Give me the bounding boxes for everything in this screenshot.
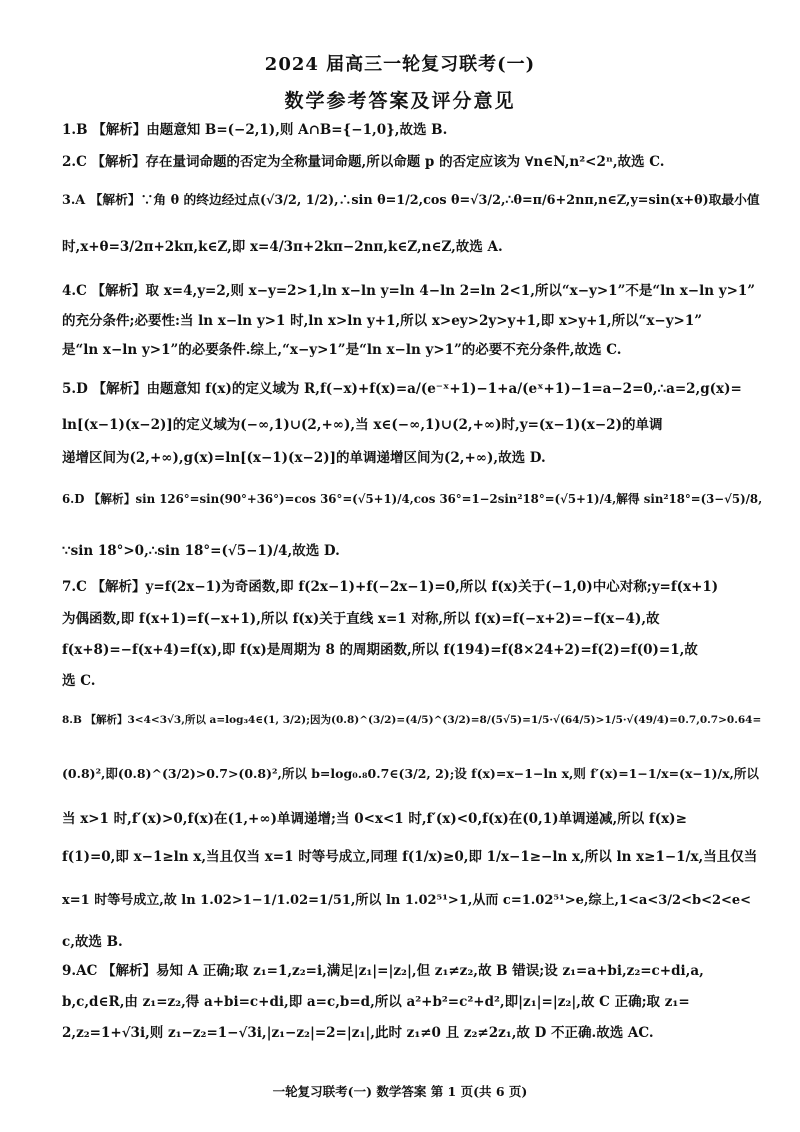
answer-line: 当 x>1 时,f′(x)>0,f(x)在(1,+∞)单调递增;当 0<x<1 时,f′(x)<0,f(x)在(0,1)单调递减,所以 f(x)≥ <box>62 811 687 827</box>
answer-line: 2,z₂=1+√3i,则 z₁−z₂=1−√3i,|z₁−z₂|=2=|z₁|,此时 z₁≠0 且 z₂≠2z₁,故 D 不正确.故选 AC. <box>62 1025 654 1041</box>
answer-line: ln[(x−1)(x−2)]的定义域为(−∞,1)∪(2,+∞),当 x∈(−∞,1)∪(2,+∞)时,y=(x−1)(x−2)的单调 <box>62 417 663 433</box>
answer-line: 2.C 【解析】存在量词命题的否定为全称量词命题,所以命题 p 的否定应该为 ∀n∈N,n²<2ⁿ,故选 C. <box>62 154 665 170</box>
answer-line: f(x+8)=−f(x+4)=f(x),即 f(x)是周期为 8 的周期函数,所以 f(194)=f(8×24+2)=f(2)=f(0)=1,故 <box>62 642 698 658</box>
answer-line: ∵sin 18°>0,∴sin 18°=(√5−1)/4,故选 D. <box>62 543 340 559</box>
answer-line: 递增区间为(2,+∞),g(x)=ln[(x−1)(x−2)]的单调递增区间为(2,+∞),故选 D. <box>62 450 546 466</box>
answer-line: 的充分条件;必要性:当 ln x−ln y>1 时,ln x>ln y+1,所以 x>ey>2y>y+1,即 x>y+1,所以“x−y>1” <box>62 313 703 329</box>
answer-line: f(1)=0,即 x−1≥ln x,当且仅当 x=1 时等号成立,同理 f(1/x)≥0,即 1/x−1≥−ln x,所以 ln x≥1−1/x,当且仅当 <box>62 849 758 865</box>
exam-title: 2024 届高三一轮复习联考(一) <box>264 54 536 75</box>
answer-line: 3.A 【解析】∵角 θ 的终边经过点(√3/2, 1/2),∴sin θ=1/2,cos θ=√3/2,∴θ=π/6+2nπ,n∈Z,y=sin(x+θ)取最小值 <box>62 193 760 208</box>
answer-line: 1.B 【解析】由题意知 B=(−2,1),则 A∩B={−1,0},故选 B. <box>62 122 448 138</box>
answer-line: 7.C 【解析】y=f(2x−1)为奇函数,即 f(2x−1)+f(−2x−1)=0,所以 f(x)关于(−1,0)中心对称;y=f(x+1) <box>62 579 719 595</box>
answer-line: 是“ln x−ln y>1”的必要条件.综上,“x−y>1”是“ln x−ln y>1”的必要不充分条件,故选 C. <box>62 342 622 358</box>
answer-line: 5.D 【解析】由题意知 f(x)的定义域为 R,f(−x)+f(x)=a/(e⁻ˣ+1)−1+a/(eˣ+1)−1=a−2=0,∴a=2,g(x)= <box>62 381 742 397</box>
answer-line: 4.C 【解析】取 x=4,y=2,则 x−y=2>1,ln x−ln y=ln 4−ln 2=ln 2<1,所以“x−y>1”不是“ln x−ln y>1” <box>62 283 756 299</box>
answer-line: (0.8)²,即(0.8)^(3/2)>0.7>(0.8)²,所以 b=log₀.₈0.7∈(3/2, 2);设 f(x)=x−1−ln x,则 f′(x)=1−1/x=(x−1)/x,所以 <box>62 766 759 781</box>
answer-line: 选 C. <box>62 673 96 689</box>
answer-line: x=1 时等号成立,故 ln 1.02>1−1/1.02=1/51,所以 ln 1.02⁵¹>1,从而 c=1.02⁵¹>e,综上,1<a<3/2<b<2<e< <box>62 893 752 908</box>
answer-line: 9.AC 【解析】易知 A 正确;取 z₁=1,z₂=i,满足|z₁|=|z₂|,但 z₁≠z₂,故 B 错误;设 z₁=a+bi,z₂=c+di,a, <box>62 963 704 979</box>
answer-line: 6.D 【解析】sin 126°=sin(90°+36°)=cos 36°=(√5+1)/4,cos 36°=1−2sin²18°=(√5+1)/4,解得 sin²18°=(3−√5)/8, <box>62 492 763 506</box>
answer-line: c,故选 B. <box>62 934 123 950</box>
answer-line: 8.B 【解析】3<4<3√3,所以 a=log₃4∈(1, 3/2);因为(0.8)^(3/2)=(4/5)^(3/2)=8/(5√5)=1/5·√(64/5)>1/5·√(49/4)=0.7,0.7>0.64= <box>62 714 762 726</box>
answer-key-title: 数学参考答案及评分意见 <box>284 90 516 112</box>
answer-line: 为偶函数,即 f(x+1)=f(−x+1),所以 f(x)关于直线 x=1 对称,所以 f(x)=f(−x+2)=−f(x−4),故 <box>62 611 660 627</box>
answer-line: b,c,d∈R,由 z₁=z₂,得 a+bi=c+di,即 a=c,b=d,所以 a²+b²=c²+d²,即|z₁|=|z₂|,故 C 正确;取 z₁= <box>62 994 690 1010</box>
answer-line: 时,x+θ=3/2π+2kπ,k∈Z,即 x=4/3π+2kπ−2nπ,k∈Z,n∈Z,故选 A. <box>62 239 503 255</box>
page-footer: 一轮复习联考(一) 数学答案 第 1 页(共 6 页) <box>272 1084 528 1099</box>
